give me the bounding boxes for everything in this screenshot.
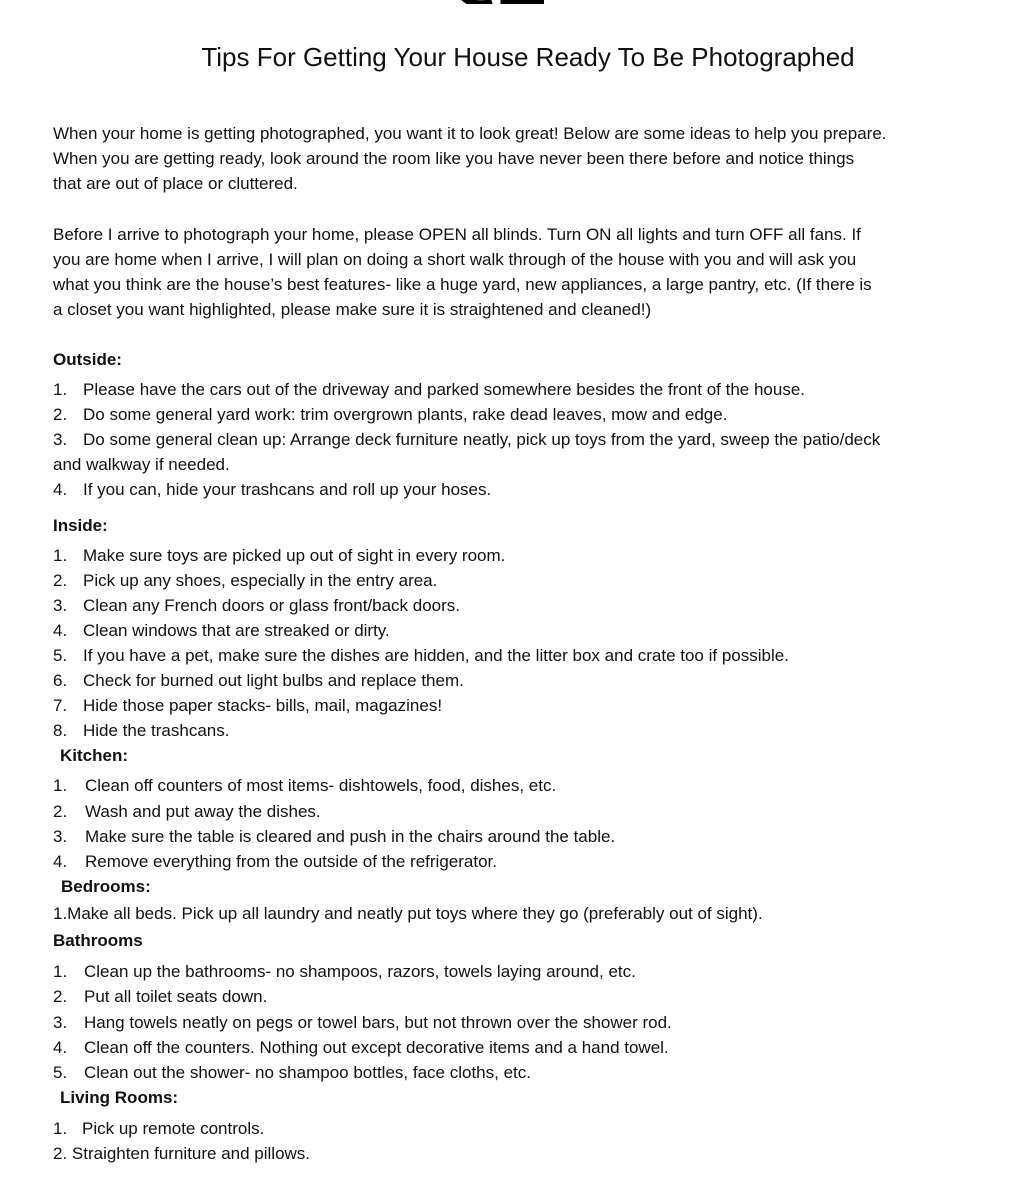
intro-paragraph-1: [53, 121, 963, 196]
list-text: Please have the cars out of the driveway and parked somewhere besides the front of the house.: [83, 380, 805, 399]
list-item: [53, 377, 805, 402]
list-number: 2.: [53, 405, 68, 424]
list-text: Remove everything from the outside of the refrigerator.: [85, 852, 497, 871]
list-item: [53, 593, 460, 618]
list-text: If you have a pet, make sure the dishes are hidden, and the litter box and crate too if possible.: [83, 646, 789, 665]
page-title: Tips For Getting Your House Ready To Be Photographed: [201, 42, 855, 72]
list-text: If you can, hide your trashcans and roll up your hoses.: [83, 480, 492, 499]
list-number: 6.: [53, 671, 68, 690]
list-number: 3.: [53, 596, 68, 615]
list-number: 4.: [53, 852, 68, 871]
intro-line: you are home when I arrive, I will plan on doing a short walk through of the house with you and will ask you: [53, 250, 857, 269]
list-text: Put all toilet seats down.: [84, 987, 268, 1006]
list-item-continuation: and walkway if needed.: [53, 455, 230, 474]
intro-line: that are out of place or cluttered.: [53, 174, 298, 193]
list-number: 2.: [53, 987, 68, 1006]
list-number: 1.: [53, 1119, 68, 1138]
list-number: 1.: [53, 776, 68, 795]
list-item: [53, 543, 505, 568]
list-item: [53, 693, 442, 718]
list-number: 3.: [53, 430, 68, 449]
list-item: [53, 1035, 669, 1060]
list-text: Clean off counters of most items- dishtowels, food, dishes, etc.: [85, 776, 557, 795]
section-heading-inside: Inside:: [53, 516, 108, 535]
list-item: [53, 643, 789, 668]
section-heading-bathrooms: Bathrooms: [53, 931, 143, 950]
list-number: 4.: [53, 1038, 68, 1057]
logo-fragment: [452, 0, 552, 4]
list-item: [53, 1010, 672, 1035]
list-text: Pick up any shoes, especially in the entry area.: [83, 571, 438, 590]
section-heading-outside: Outside:: [53, 350, 122, 369]
list-number: 3.: [53, 827, 68, 846]
list-item: 1.Make all beds. Pick up all laundry and neatly put toys where they go (preferably out of sight).: [53, 904, 763, 923]
list-item: [53, 824, 615, 849]
list-text: Clean off the counters. Nothing out except decorative items and a hand towel.: [84, 1038, 669, 1057]
list-number: 7.: [53, 696, 68, 715]
list-item: [53, 477, 491, 502]
list-item: [53, 668, 464, 693]
list-item: [53, 427, 880, 452]
list-text: Clean any French doors or glass front/back doors.: [83, 596, 461, 615]
list-number: 1.: [53, 962, 68, 981]
list-text: Hide the trashcans.: [83, 721, 230, 740]
list-text: Clean out the shower- no shampoo bottles, face cloths, etc.: [84, 1063, 531, 1082]
intro-line: When you are getting ready, look around the room like you have never been there before and notice things: [53, 149, 855, 168]
list-number: 4.: [53, 480, 68, 499]
list-number: 3.: [53, 1013, 68, 1032]
list-item: [53, 959, 636, 984]
list-number: 2.: [53, 571, 68, 590]
list-text: Do some general yard work: trim overgrown plants, rake dead leaves, mow and edge.: [83, 405, 728, 424]
list-text: Make sure the table is cleared and push in the chairs around the table.: [85, 827, 616, 846]
list-text: Pick up remote controls.: [82, 1119, 265, 1138]
list-item: [53, 568, 437, 593]
list-number: 4.: [53, 621, 68, 640]
list-text: Clean windows that are streaked or dirty.: [83, 621, 390, 640]
list-number: 5.: [53, 646, 68, 665]
list-number: 2.: [53, 802, 68, 821]
intro-line: what you think are the house’s best features- like a huge yard, new appliances, a large pantry, etc. (If there is: [53, 275, 872, 294]
list-item: [53, 1060, 531, 1085]
section-heading-kitchen: Kitchen:: [60, 746, 128, 765]
list-item: [53, 773, 556, 798]
list-number: 1.: [53, 380, 68, 399]
list-number: 1.: [53, 546, 68, 565]
list-item: [53, 849, 497, 874]
list-number: 5.: [53, 1063, 68, 1082]
list-item: [53, 984, 267, 1009]
section-heading-living-rooms: Living Rooms:: [60, 1088, 179, 1107]
intro-line: Before I arrive to photograph your home, please OPEN all blinds. Turn ON all lights and turn OFF all fans. If: [53, 225, 861, 244]
list-text: Do some general clean up: Arrange deck furniture neatly, pick up toys from the yard, sweep the patio/deck: [83, 430, 881, 449]
list-number: 8.: [53, 721, 68, 740]
list-item: 2. Straighten furniture and pillows.: [53, 1144, 311, 1163]
list-text: Check for burned out light bulbs and replace them.: [83, 671, 464, 690]
section-heading-bedrooms: Bedrooms:: [61, 877, 151, 896]
list-item: [53, 402, 727, 427]
list-item: [53, 718, 229, 743]
list-text: Wash and put away the dishes.: [85, 802, 321, 821]
intro-paragraph-2: [53, 222, 963, 322]
intro-line: When your home is getting photographed, you want it to look great! Below are some ideas to help you prepare.: [53, 124, 887, 143]
list-text: Hang towels neatly on pegs or towel bars, but not thrown over the shower rod.: [84, 1013, 672, 1032]
list-text: Clean up the bathrooms- no shampoos, razors, towels laying around, etc.: [84, 962, 636, 981]
list-item: [53, 1116, 264, 1141]
intro-line: a closet you want highlighted, please make sure it is straightened and cleaned!): [53, 300, 652, 319]
list-text: Hide those paper stacks- bills, mail, magazines!: [83, 696, 443, 715]
list-item: [53, 799, 321, 824]
list-item: [53, 618, 390, 643]
list-text: Make sure toys are picked up out of sight in every room.: [83, 546, 506, 565]
